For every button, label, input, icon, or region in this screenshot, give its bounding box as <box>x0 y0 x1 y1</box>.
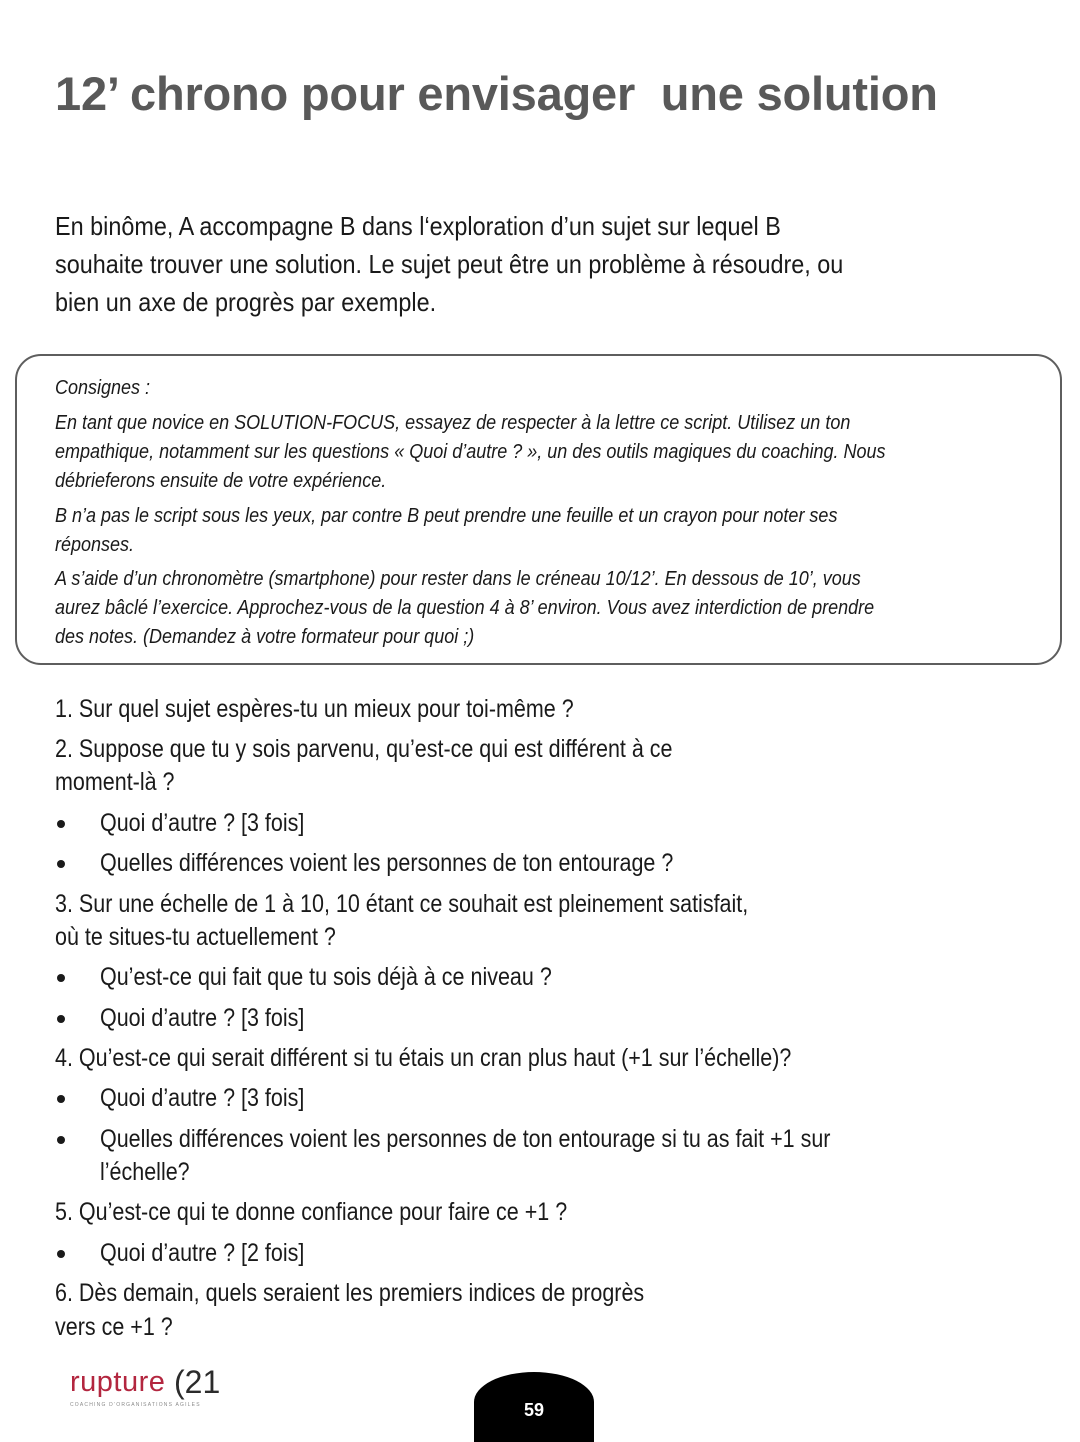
question-5: 5. Qu’est-ce qui te donne confiance pour faire ce +1 ? <box>55 1198 568 1226</box>
logo-brand-word: rupture <box>70 1366 166 1398</box>
question-3-continued: où te situes-tu actuellement ? <box>55 923 336 951</box>
instructions-line: des notes. (Demandez à votre formateur pour quoi ;) <box>55 626 475 648</box>
instructions-line: empathique, notamment sur les questions « Quoi d’autre ? », un des outils magiques du coaching. Nous <box>55 441 886 463</box>
intro-line: En binôme, A accompagne B dans l‘exploration d’un sujet sur lequel B <box>55 211 781 241</box>
instructions-line: aurez bâclé l’exercice. Approchez-vous de la question 4 à 8’ environ. Vous avez interdiction de prendre <box>55 597 875 619</box>
instructions-heading: Consignes : <box>55 377 151 399</box>
instructions-line: débrieferons ensuite de votre expérience. <box>55 470 387 492</box>
bullet-icon <box>57 1136 65 1144</box>
question-4: 4. Qu’est-ce qui serait différent si tu étais un cran plus haut (+1 sur l’échelle)? <box>55 1044 792 1072</box>
question-2-continued: moment-là ? <box>55 768 175 796</box>
instructions-line: réponses. <box>55 534 135 556</box>
rupture21-logo <box>70 1366 230 1412</box>
intro-line: souhaite trouver une solution. Le sujet peut être un problème à résoudre, ou <box>55 249 844 279</box>
instructions-line: B n’a pas le script sous les yeux, par contre B peut prendre une feuille et un crayon pour noter ses <box>55 505 838 527</box>
bullet-icon <box>57 1250 65 1258</box>
intro-line: bien un axe de progrès par exemple. <box>55 287 437 317</box>
question-6-continued: vers ce +1 ? <box>55 1313 173 1341</box>
follow-up-question-continued: l’échelle? <box>100 1158 190 1186</box>
question-1: 1. Sur quel sujet espères-tu un mieux pour toi-même ? <box>55 695 574 723</box>
page-number-badge <box>474 1372 594 1442</box>
follow-up-question: Quoi d’autre ? [3 fois] <box>100 809 305 837</box>
question-2: 2. Suppose que tu y sois parvenu, qu’est-ce qui est différent à ce <box>55 735 673 763</box>
follow-up-question: Quelles différences voient les personnes de ton entourage ? <box>100 849 674 877</box>
logo-brand-number: (21 <box>174 1364 221 1400</box>
logo-tagline: COACHING D’ORGANISATIONS AGILES <box>70 1402 201 1408</box>
follow-up-question: Quoi d’autre ? [3 fois] <box>100 1084 305 1112</box>
follow-up-question: Quoi d’autre ? [3 fois] <box>100 1004 305 1032</box>
page-title: 12’ chrono pour envisager une solution <box>55 67 938 120</box>
bullet-icon <box>57 860 65 868</box>
instructions-line: En tant que novice en SOLUTION-FOCUS, essayez de respecter à la lettre ce script. Utilisez un ton <box>55 412 851 434</box>
question-6: 6. Dès demain, quels seraient les premiers indices de progrès <box>55 1279 645 1307</box>
bullet-icon <box>57 1015 65 1023</box>
question-3: 3. Sur une échelle de 1 à 10, 10 étant ce souhait est pleinement satisfait, <box>55 890 749 918</box>
follow-up-question: Qu’est-ce qui fait que tu sois déjà à ce niveau ? <box>100 963 552 991</box>
follow-up-question: Quoi d’autre ? [2 fois] <box>100 1239 305 1267</box>
page-number: 59 <box>523 1400 545 1420</box>
instructions-line: A s’aide d’un chronomètre (smartphone) pour rester dans le créneau 10/12’. En dessous de 10’, vous <box>55 568 861 590</box>
bullet-icon <box>57 820 65 828</box>
bullet-icon <box>57 974 65 982</box>
follow-up-question: Quelles différences voient les personnes de ton entourage si tu as fait +1 sur <box>100 1125 831 1153</box>
bullet-icon <box>57 1095 65 1103</box>
